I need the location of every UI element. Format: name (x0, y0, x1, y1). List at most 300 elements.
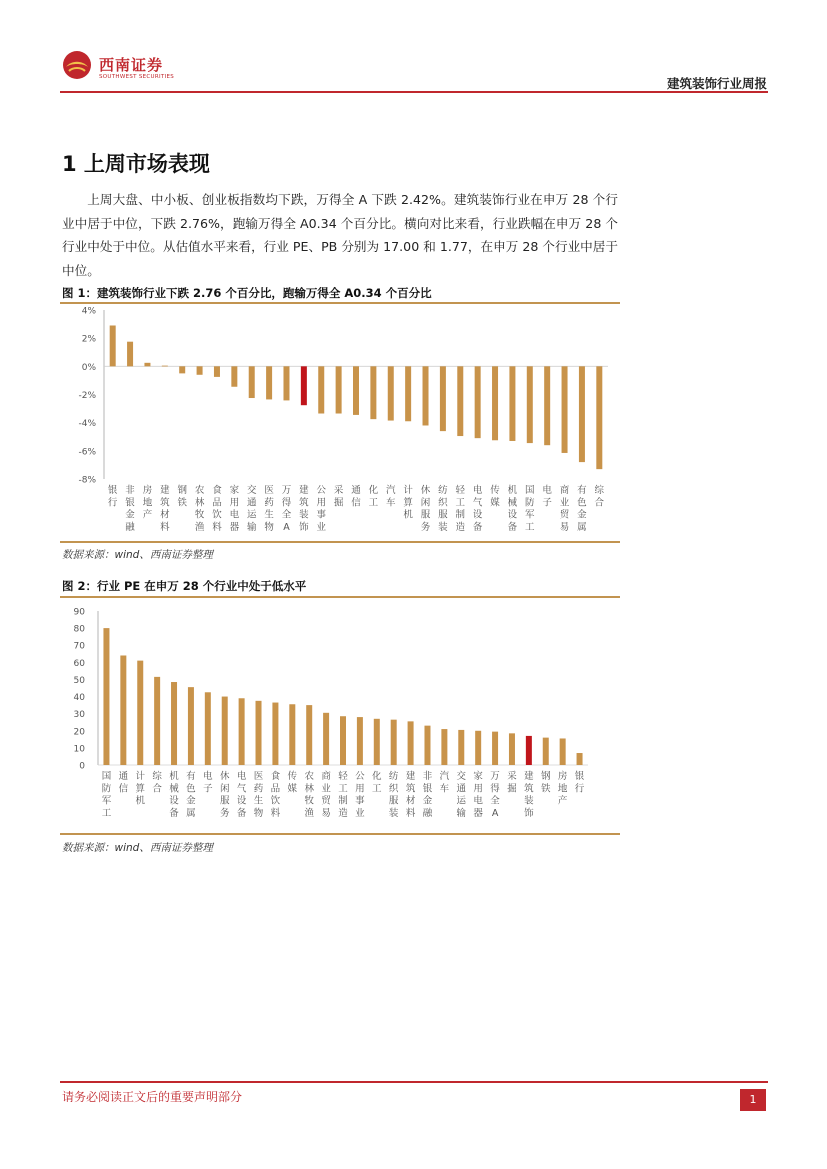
category-label-char: 食 (270, 771, 281, 782)
category-label-char: 防 (101, 783, 112, 795)
category-label-char: 得 (490, 783, 500, 795)
category-label-char: 银 (574, 771, 585, 782)
figure1-bottom-rule (60, 541, 620, 543)
category-label-char: 医 (264, 485, 274, 496)
category-label-char: 电 (236, 771, 247, 782)
figure1-chart (60, 303, 620, 541)
figure2-bottom-rule (60, 833, 620, 835)
category-label-char: 工 (372, 783, 382, 795)
bar-化工 (374, 719, 380, 765)
category-label-char: 运 (246, 509, 257, 521)
y-tick-label: 10 (73, 744, 85, 755)
category-label-char: 轻 (455, 485, 466, 496)
y-tick-label: 70 (73, 641, 85, 652)
category-label-char: 医 (253, 771, 264, 782)
category-label-char: 机 (169, 771, 179, 782)
category-label (288, 770, 298, 794)
category-label-char: 械 (507, 497, 518, 509)
page-number: 1 (740, 1089, 766, 1111)
category-label-char: 输 (246, 521, 257, 533)
category-label-char: 合 (152, 783, 162, 795)
category-label-char: 料 (212, 521, 222, 533)
category-label-char: 生 (264, 509, 274, 521)
category-label-char: 色 (577, 497, 587, 509)
category-label (490, 484, 500, 508)
category-label-char: 媒 (490, 497, 500, 509)
category-label-char: 得 (281, 497, 292, 509)
category-label-char: 生 (253, 795, 264, 807)
category-label (421, 484, 431, 533)
bar-农林牧渔 (197, 366, 203, 374)
category-label-char: 闲 (420, 497, 431, 509)
y-tick-label: 4% (81, 306, 96, 317)
bar-有色金属 (188, 687, 194, 765)
bar-通信 (353, 366, 359, 415)
figure2-chart (60, 597, 620, 833)
category-label-char: 渔 (194, 521, 205, 533)
category-label-char: 农 (304, 771, 314, 782)
category-label-char: 物 (253, 807, 264, 819)
category-label-char: 通 (246, 497, 257, 509)
category-label-char: 车 (439, 783, 450, 795)
y-tick-label: 90 (73, 607, 85, 618)
bar-医药生物 (256, 701, 262, 765)
category-label-char: 备 (236, 807, 247, 819)
figure2-title: 图 2：行业 PE 在申万 28 个行业中处于低水平 (62, 579, 307, 593)
category-label (542, 484, 552, 508)
category-label-char: 林 (304, 783, 314, 795)
bar-机械设备 (509, 366, 515, 441)
bar-电子 (544, 366, 550, 445)
bar-非银金融 (127, 342, 133, 367)
category-label-char: 子 (203, 783, 213, 795)
category-label-char: 家 (229, 485, 240, 496)
category-label-char: 制 (338, 795, 348, 807)
category-label-char: 业 (321, 783, 331, 795)
category-label-char: 产 (557, 795, 568, 807)
category-label-char: 农 (194, 485, 205, 496)
bar-休闲服务 (222, 697, 228, 765)
category-label (595, 484, 605, 508)
category-label-char: 易 (321, 807, 331, 819)
category-label-char: 药 (264, 497, 274, 509)
bar-电气设备 (475, 366, 481, 438)
category-label-char: 计 (135, 771, 145, 782)
category-label-char: 装 (524, 795, 534, 807)
category-label-char: 公 (316, 485, 326, 496)
category-label-char: 铁 (177, 497, 187, 509)
category-label (355, 771, 365, 819)
category-label-char: 色 (186, 783, 196, 795)
category-label-char: 筑 (524, 783, 534, 795)
category-label-char: 服 (388, 795, 399, 807)
bar-汽车 (388, 366, 394, 420)
category-label (577, 484, 587, 533)
category-label-char: 媒 (287, 783, 298, 795)
category-label-char: 工 (368, 497, 379, 509)
category-label-char: 行 (574, 783, 585, 795)
category-label (169, 770, 179, 819)
category-label-char: 机 (507, 485, 518, 496)
category-label (316, 485, 326, 533)
bar-化工 (370, 366, 376, 419)
category-label-char: 牧 (304, 795, 314, 807)
bar-银行 (577, 753, 583, 765)
y-tick-label: -6% (78, 447, 96, 458)
category-label-char: 金 (125, 509, 135, 521)
category-label-char: 饰 (299, 521, 309, 533)
bar-计算机 (137, 661, 143, 765)
category-label-char: 全 (490, 795, 500, 807)
category-label-char: 装 (388, 807, 399, 819)
category-label-char: 品 (212, 497, 222, 509)
category-label-char: 闲 (219, 783, 230, 795)
category-label (247, 484, 257, 533)
bar-综合 (154, 677, 160, 765)
category-label-char: 万 (281, 485, 292, 496)
category-label-char: 林 (194, 497, 205, 509)
category-label-char: 料 (405, 807, 416, 819)
category-label-char: 轻 (338, 771, 348, 782)
category-label (560, 484, 570, 533)
category-label-char: 用 (473, 783, 483, 795)
bar-电气设备 (239, 698, 245, 765)
category-label-char: 交 (246, 485, 257, 496)
report-title: 建筑装饰行业周报 (666, 76, 767, 91)
category-label-char: 商 (321, 771, 331, 782)
category-label-char: 有 (186, 771, 196, 782)
company-logo-text: 西南证券 (99, 56, 164, 74)
bar-采掘 (336, 366, 342, 413)
category-label-char: 材 (405, 795, 416, 807)
bar-交通运输 (458, 730, 464, 765)
bar-万得全A (283, 366, 289, 400)
y-tick-label: 20 (73, 727, 85, 738)
category-label-char: 建 (160, 485, 170, 496)
category-label-char: 织 (388, 783, 399, 795)
category-label-char: 备 (472, 521, 483, 533)
bar-纺织服装 (440, 366, 446, 431)
category-label (195, 484, 205, 533)
category-label (541, 770, 551, 794)
category-label (389, 770, 399, 819)
category-label-char: 务 (219, 807, 230, 819)
bar-电子 (205, 692, 211, 765)
y-tick-label: 60 (73, 658, 85, 669)
category-label-char: 用 (316, 497, 326, 509)
category-label-char: 银 (107, 485, 118, 496)
category-label (119, 771, 129, 794)
y-tick-label: -8% (78, 475, 96, 486)
category-label-char: 工 (525, 521, 535, 533)
category-label (125, 484, 135, 533)
y-tick-label: 0 (79, 761, 85, 772)
bar-国防军工 (103, 628, 109, 765)
category-label-char: 有 (577, 485, 587, 496)
category-label-char: 电 (229, 509, 240, 521)
category-label (321, 770, 331, 819)
category-label-char: 综 (152, 771, 162, 782)
category-label-char: 物 (264, 521, 274, 533)
bar-银行 (110, 325, 116, 366)
category-label (372, 770, 382, 794)
category-label-char: 饰 (524, 807, 534, 819)
category-label-char: 工 (338, 783, 348, 795)
category-label (152, 770, 162, 794)
category-label-char: 车 (386, 497, 396, 509)
bar-家用电器 (475, 731, 481, 765)
bar-传媒 (492, 366, 498, 440)
category-label (369, 484, 379, 508)
category-label-char: 综 (594, 485, 605, 496)
category-label-char: 输 (456, 807, 467, 819)
bar-传媒 (289, 704, 295, 765)
bar-万得全A (492, 732, 498, 765)
category-label-char: 设 (472, 509, 483, 521)
y-tick-label: 80 (73, 624, 85, 635)
category-label-char: 通 (118, 771, 129, 782)
category-label-char: A (283, 521, 290, 533)
bar-医药生物 (266, 366, 272, 399)
category-label (334, 484, 344, 508)
category-label (575, 770, 585, 794)
category-label (143, 484, 153, 521)
category-label (220, 770, 230, 819)
category-label-char: 属 (577, 521, 587, 533)
bar-房地产 (144, 363, 150, 367)
bar-房地产 (560, 738, 566, 765)
category-label (304, 770, 314, 819)
category-label-char: 金 (422, 795, 433, 807)
category-label-char: 用 (355, 783, 365, 795)
category-label (507, 770, 517, 794)
category-label-char: 饮 (212, 509, 222, 521)
category-label-char: 饮 (270, 795, 281, 807)
category-label (237, 770, 247, 819)
category-label-char: 地 (557, 783, 568, 795)
category-label-char: 融 (125, 521, 135, 533)
category-label-char: 服 (438, 509, 448, 521)
category-label-char: 银 (125, 497, 135, 509)
bar-综合 (596, 366, 602, 469)
footer-disclaimer: 请务必阅读正文后的重要声明部分 (62, 1090, 243, 1104)
category-label (457, 770, 467, 819)
category-label-char: 机 (403, 509, 413, 521)
category-label (508, 484, 518, 533)
category-label-char: 铁 (541, 783, 551, 795)
category-label (203, 770, 213, 794)
category-label-char: 非 (422, 771, 433, 782)
category-label-char: 材 (160, 509, 170, 521)
category-label-char: 金 (186, 795, 196, 807)
category-label-char: 通 (351, 485, 361, 496)
category-label-char: 工 (455, 497, 466, 509)
category-label-char: 休 (219, 771, 230, 782)
category-label (338, 770, 348, 819)
category-label (473, 770, 483, 819)
category-label-char: 掘 (333, 497, 344, 509)
category-label (230, 484, 240, 533)
bar-建筑装饰 (526, 736, 532, 765)
bar-轻工制造 (340, 716, 346, 765)
category-label (490, 771, 500, 819)
category-label (473, 484, 483, 533)
bar-纺织服装 (391, 720, 397, 765)
category-label-char: 设 (169, 795, 179, 807)
y-tick-label: 0% (81, 362, 96, 373)
category-label (406, 770, 416, 819)
category-label (438, 484, 448, 533)
category-label-char: 运 (456, 795, 467, 807)
category-label (102, 771, 112, 819)
bar-钢铁 (543, 738, 549, 765)
category-label-char: 金 (577, 509, 587, 521)
bar-机械设备 (171, 682, 177, 765)
y-tick-label: 2% (81, 334, 96, 345)
figure2-source: 数据来源：wind、西南证券整理 (62, 842, 213, 854)
category-label (403, 484, 413, 521)
category-label-char: 电 (203, 771, 213, 782)
category-label-char: 纺 (388, 771, 399, 782)
category-label (271, 770, 281, 819)
bar-非银金融 (424, 726, 430, 765)
category-label-char: 建 (299, 485, 309, 496)
category-label-char: 器 (473, 807, 483, 819)
category-label (212, 484, 222, 533)
category-label-char: 计 (403, 485, 413, 496)
category-label-char: 汽 (439, 771, 450, 782)
bar-计算机 (405, 366, 411, 421)
category-label-char: 化 (372, 771, 382, 782)
bar-公用事业 (318, 366, 324, 413)
category-label-char: 易 (559, 521, 570, 533)
category-label-char: 筑 (405, 783, 416, 795)
category-label-char: 服 (420, 509, 431, 521)
category-label-char: 产 (142, 509, 153, 521)
category-label-char: 汽 (386, 485, 396, 496)
bar-有色金属 (579, 366, 585, 462)
figure1-source: 数据来源：wind、西南证券整理 (62, 549, 213, 561)
category-label-char: 算 (403, 497, 413, 509)
category-label-char: 药 (253, 783, 264, 795)
header-divider (60, 91, 768, 93)
category-label-char: 房 (557, 771, 568, 782)
bar-商业贸易 (323, 713, 329, 765)
category-label-char: 业 (355, 807, 365, 819)
bar-家用电器 (231, 366, 237, 386)
category-label-char: 钢 (541, 771, 551, 782)
category-label-char: 贸 (559, 509, 570, 521)
category-label-char: 装 (299, 509, 309, 521)
category-label-char: 械 (169, 783, 179, 795)
category-label-char: 化 (368, 485, 379, 496)
category-label-char: 采 (333, 485, 344, 496)
figure1-title: 图 1：建筑装饰行业下跌 2.76 个百分比，跑输万得全 A0.34 个百分比 (62, 286, 432, 300)
category-label-char: 气 (236, 783, 247, 795)
category-label (254, 771, 264, 819)
category-label-char: 装 (438, 521, 448, 533)
category-label-char: 非 (125, 485, 135, 496)
category-label-char: 钢 (177, 485, 187, 496)
category-label-char: 军 (101, 795, 112, 807)
category-label-char: 子 (542, 497, 552, 509)
category-label-char: 事 (355, 795, 365, 807)
category-label-char: 合 (594, 497, 605, 509)
category-label-char: 国 (101, 771, 112, 782)
category-label-char: 筑 (160, 497, 170, 509)
category-label-char: 织 (438, 497, 448, 509)
category-label (440, 770, 450, 794)
bar-交通运输 (249, 366, 255, 398)
bar-公用事业 (357, 717, 363, 765)
category-label (456, 484, 466, 533)
category-label-char: 品 (270, 783, 281, 795)
category-label-char: 料 (160, 521, 170, 533)
bar-食品饮料 (272, 703, 278, 765)
section-paragraph: 上周大盘、中小板、创业板指数均下跌，万得全 A 下跌 2.42%。建筑装饰行业在申万 28 个行业中居于中位，下跌 2.76%，跑输万得全 A0.34 个百分比。横向对比来看，行业跌幅在申万 28 个行业中处于中位。从估值水平来看，行业 PE、PB 分别为 17.00 和 1.77，在申万 28 个行业中居于中位。 (62, 192, 618, 278)
bar-采掘 (509, 733, 515, 765)
y-tick-label: 30 (73, 710, 85, 721)
category-label-char: 业 (559, 497, 570, 509)
category-label-char: 制 (455, 509, 466, 521)
category-label-char: 传 (287, 771, 298, 782)
category-label-char: 万 (490, 771, 500, 782)
bar-汽车 (441, 729, 447, 765)
category-label (264, 485, 274, 533)
category-label-char: 信 (351, 497, 361, 509)
category-label (160, 484, 170, 533)
category-label-char: 电 (542, 485, 552, 496)
bar-建筑装饰 (301, 366, 307, 405)
category-label-char: 电 (473, 795, 483, 807)
category-label-char: 属 (186, 807, 196, 819)
category-label-char: 机 (135, 795, 145, 807)
y-tick-label: -4% (78, 419, 96, 430)
category-label-char: 器 (229, 521, 240, 533)
category-label-char: 防 (525, 497, 535, 509)
category-label-char: 食 (212, 485, 222, 496)
category-label-char: 业 (316, 521, 326, 533)
category-label (423, 770, 433, 819)
category-label-char: 渔 (304, 807, 314, 819)
category-label-char: 务 (420, 521, 431, 533)
bar-建筑材料 (162, 366, 168, 367)
section-heading: 1 上周市场表现 (62, 152, 210, 176)
category-label (186, 770, 196, 819)
category-label-char: 房 (142, 485, 153, 496)
bar-商业贸易 (562, 366, 568, 453)
category-label-char: 造 (338, 807, 348, 819)
company-logo-english: SOUTHWEST SECURITIES (99, 74, 175, 80)
category-label (558, 770, 568, 807)
company-logo-mark (62, 50, 92, 80)
category-label-char: 料 (270, 807, 281, 819)
bar-轻工制造 (457, 366, 463, 436)
category-label (351, 485, 361, 508)
category-label-char: 备 (507, 521, 518, 533)
category-label-char: 设 (507, 509, 518, 521)
category-label-char: 信 (118, 783, 129, 795)
category-label-char: 公 (355, 771, 365, 782)
category-label (386, 484, 396, 508)
category-label-char: 备 (169, 807, 179, 819)
category-label-char: 国 (525, 485, 535, 496)
category-label-char: 军 (525, 509, 535, 521)
category-label-char: 气 (472, 497, 483, 509)
bar-钢铁 (179, 366, 185, 373)
category-label (108, 484, 118, 508)
bar-建筑材料 (408, 721, 414, 765)
